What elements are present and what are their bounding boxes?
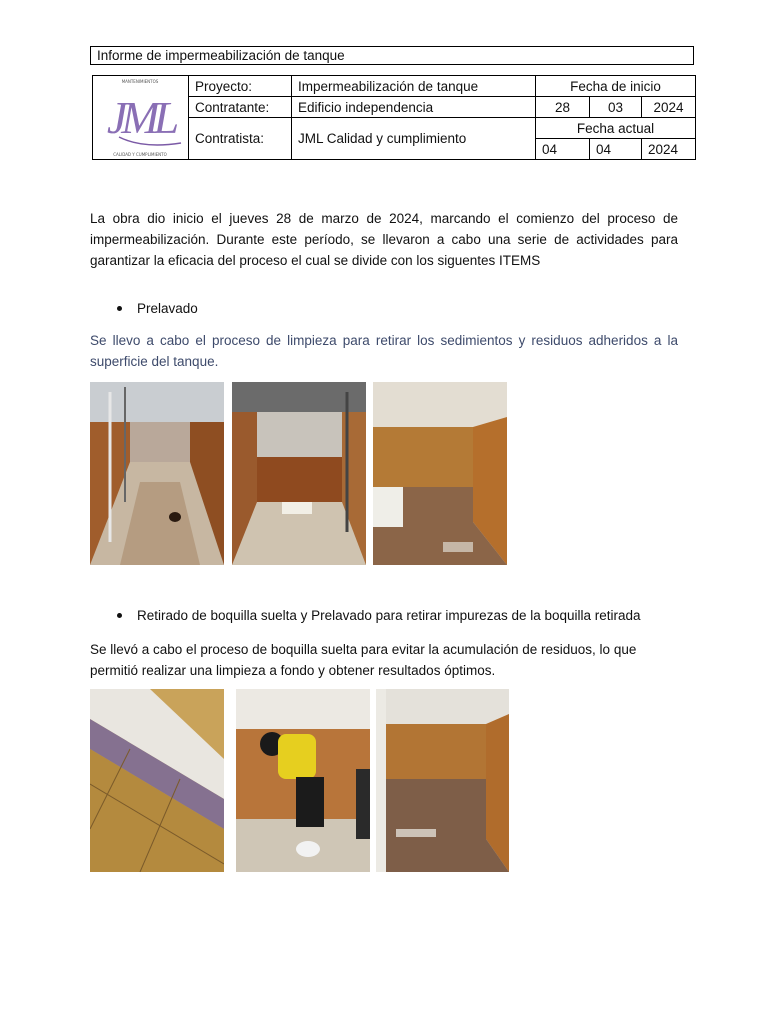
section1-heading: Prelavado	[137, 301, 198, 316]
bullet-icon	[117, 306, 122, 311]
contratista-label: Contratista:	[189, 118, 292, 160]
fecha-actual-year: 2024	[642, 139, 696, 160]
fecha-inicio-label: Fecha de inicio	[536, 76, 696, 97]
contratante-value: Edificio independencia	[292, 97, 536, 118]
bullet-icon	[117, 613, 122, 618]
company-logo	[93, 76, 189, 160]
proyecto-label: Proyecto:	[189, 76, 292, 97]
fecha-actual-month: 04	[590, 139, 642, 160]
intro-paragraph: La obra dio inicio el jueves 28 de marzo de 2024, marcando el comienzo del proceso de impermeabilización. Durante este período, se llevaron a cabo una serie de actividades para garantizar la eficacia del proceso el cual se divide con los siguentes ITEMS	[90, 211, 678, 268]
photo-prelavado-2	[232, 382, 366, 565]
photo-boquilla-2	[236, 689, 370, 872]
section1-description: Se llevo a cabo el proceso de limpieza para retirar los sedimientos y residuos adheridos a la superficie del tanque.	[90, 333, 678, 369]
photo-prelavado-3	[373, 382, 507, 565]
logo-bottom-text: CALIDAD Y CUMPLIMIENTO	[113, 151, 167, 157]
photo-boquilla-3	[376, 689, 509, 872]
logo-top-text: MANTENIMIENTOS	[121, 78, 159, 84]
section2-bullet	[115, 608, 641, 623]
fecha-actual-label: Fecha actual	[536, 118, 696, 139]
fecha-inicio-month: 03	[590, 97, 642, 118]
contratista-value: JML Calidad y cumplimiento	[292, 118, 536, 160]
fecha-inicio-day: 28	[536, 97, 590, 118]
fecha-actual-day: 04	[536, 139, 590, 160]
logo-letters: JML	[106, 91, 174, 143]
contratante-label: Contratante:	[189, 97, 292, 118]
document-title: Informe de impermeabilización de tanque	[90, 46, 694, 65]
jml-logo-icon	[93, 77, 187, 159]
section1-bullet	[115, 301, 198, 316]
section2-description: Se llevó a cabo el proceso de boquilla suelta para evitar la acumulación de residuos, lo que permitió realizar una limpieza a fondo y obtener resultados óptimos.	[90, 642, 637, 678]
header-table	[92, 75, 696, 160]
proyecto-value: Impermeabilización de tanque	[292, 76, 536, 97]
photo-boquilla-1	[90, 689, 224, 872]
fecha-inicio-year: 2024	[642, 97, 696, 118]
photo-prelavado-1	[90, 382, 224, 565]
section2-heading: Retirado de boquilla suelta y Prelavado para retirar impurezas de la boquilla retirada	[137, 608, 641, 623]
